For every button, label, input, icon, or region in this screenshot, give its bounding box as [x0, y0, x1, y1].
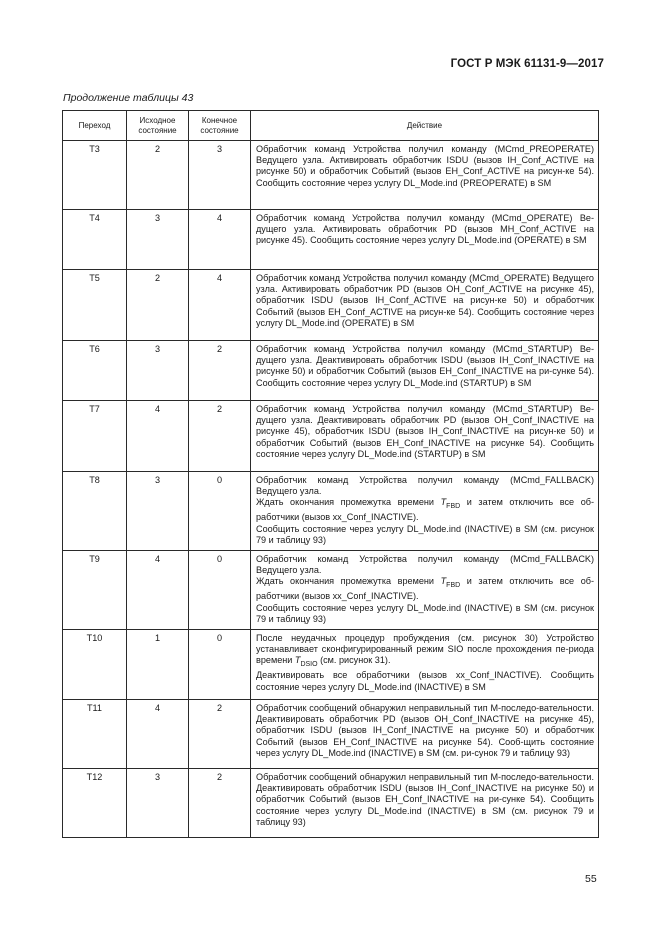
target-state-cell: 2	[189, 341, 251, 401]
column-header-action: Действие	[251, 111, 599, 141]
source-state-cell: 2	[127, 270, 189, 341]
action-text: После неудачных процедур пробуждения (см. рисунок 30) Устройство устанавливает сконфигурированный режим SIO после прохождения пе-риода времени $T_{DSIO}$ (см. рисунок 31).	[256, 633, 594, 669]
table-row	[63, 401, 599, 472]
target-state-cell: 4	[189, 210, 251, 270]
transition-id-cell: T3	[63, 141, 127, 210]
page-header: ГОСТ Р МЭК 61131-9—2017	[450, 58, 604, 70]
source-state-cell: 3	[127, 769, 189, 838]
source-state-cell: 2	[127, 141, 189, 210]
target-state-cell: 4	[189, 270, 251, 341]
column-header-transition: Переход	[63, 111, 127, 141]
table-row	[63, 341, 599, 401]
column-header-target-state: Конечное состояние	[189, 111, 251, 141]
table-row	[63, 630, 599, 700]
source-state-cell: 4	[127, 401, 189, 472]
action-cell	[251, 472, 599, 551]
action-cell	[251, 551, 599, 630]
action-text: Обработчик сообщений обнаружил неправильный тип М-последо-вательности. Деактивировать обработчик ISDU (вызов IH_Conf_INACTIVE на рисунке 50) и обработчик Событий (вызов EH_Conf_INACTIVE на ри-сунке 54). Сообщить состояние через услугу DL_Mode.ind (INACTIVE) в SM (см. рисунок 79 и таблицу 93)	[256, 772, 594, 827]
page-number: 55	[585, 873, 597, 885]
transition-id-cell: T12	[63, 769, 127, 838]
action-text: Ждать окончания промежутка времени $T_{FBD}$ и затем отключить все об-работчики (вызов xx_Conf_INACTIVE).	[256, 497, 594, 523]
action-text: Сообщить состояние через услугу DL_Mode.ind (INACTIVE) в SM (см. рисунок 79 и таблицу 93)	[256, 602, 594, 624]
action-text: Обработчик команд Устройства получил команду (MCmd_OPERATE) Ведущего узла. Активировать обработчик PD (вызов OH_Conf_ACTIVE на рисунке 45), обработчик ISDU (вызов IH_Conf_ACTIVE на рисун-ке 50) и обработчик Событий (вызов EH_Conf_ACTIVE на рисун-ке 54). Сообщить состояние через услугу DL_Mode.ind (OPERATE) в SM	[256, 273, 594, 328]
action-text: Ждать окончания промежутка времени $T_{FBD}$ и затем отключить все об-работчики (вызов xx_Conf_INACTIVE).	[256, 576, 594, 602]
action-cell	[251, 210, 599, 270]
action-cell	[251, 769, 599, 838]
action-cell	[251, 141, 599, 210]
action-text: Обработчик команд Устройства получил команду (MCmd_FALLBACK) Ведущего узла.	[256, 475, 594, 497]
action-text: Обработчик команд Устройства получил команду (MCmd_STARTUP) Ве-дущего узла. Деактивировать обработчик ISDU (вызов IH_Conf_INACTIVE на рисунке 50) и обработчик Событий (вызов EH_Conf_INACTIVE на ри-сунке 54). Сообщить состояние через услугу DL_Mode.ind (STARTUP) в SM	[256, 344, 594, 388]
action-cell	[251, 630, 599, 700]
action-text: Деактивировать все обработчики (вызов xx_Conf_INACTIVE). Сообщить состояние через услугу DL_Mode.ind (INACTIVE) в SM	[256, 670, 594, 692]
table-caption: Продолжение таблицы 43	[63, 92, 194, 104]
action-text: Обработчик команд Устройства получил команду (MCmd_STARTUP) Ве-дущего узла. Деактивировать обработчик PD (вызов OH_Conf_INACTIVE на рисунке 45), обработчик ISDU (вызов IH_Conf_INACTIVE на рисун-ке 50) и обработчик Событий (вызов EH_Conf_INACTIVE на рисунке 54). Сообщить состояние через услугу DL_Mode.ind (STARTUP) в SM	[256, 404, 594, 459]
state-transition-table	[62, 110, 599, 838]
action-cell	[251, 270, 599, 341]
target-state-cell: 0	[189, 551, 251, 630]
source-state-cell: 3	[127, 472, 189, 551]
action-text: Обработчик сообщений обнаружил неправильный тип М-последо-вательности. Деактивировать обработчик PD (вызов OH_Conf_INACTIVE на рисунке 45), обработчик ISDU (вызов IH_Conf_INACTIVE на рисунке 50) и обработчик Событий (вызов EH_Conf_INACTIVE на рисунке 54). Сооб-щить состояние через услугу DL_Mode.ind (INACTIVE) в SM (см. ри-сунок 79 и таблицу 93)	[256, 703, 594, 758]
transition-id-cell: T5	[63, 270, 127, 341]
column-header-source-state: Исходное состояние	[127, 111, 189, 141]
transition-id-cell: T6	[63, 341, 127, 401]
transition-id-cell: T7	[63, 401, 127, 472]
transition-id-cell: T11	[63, 700, 127, 769]
table-row	[63, 551, 599, 630]
table-row	[63, 270, 599, 341]
source-state-cell: 4	[127, 551, 189, 630]
target-state-cell: 2	[189, 700, 251, 769]
action-text: Обработчик команд Устройства получил команду (MCmd_OPERATE) Ве-дущего узла. Активировать обработчик PD (вызов MH_Conf_ACTIVE на рисунке 45). Сообщить состояние через услугу DL_Mode.ind (OPERATE) в SM	[256, 213, 594, 246]
table-row	[63, 700, 599, 769]
table-row	[63, 769, 599, 838]
target-state-cell: 2	[189, 769, 251, 838]
source-state-cell: 1	[127, 630, 189, 700]
action-text: Сообщить состояние через услугу DL_Mode.ind (INACTIVE) в SM (см. рисунок 79 и таблицу 93)	[256, 523, 594, 545]
target-state-cell: 2	[189, 401, 251, 472]
target-state-cell: 3	[189, 141, 251, 210]
target-state-cell: 0	[189, 472, 251, 551]
transition-id-cell: T9	[63, 551, 127, 630]
table-row	[63, 210, 599, 270]
table-header-row	[63, 111, 599, 141]
transition-id-cell: T4	[63, 210, 127, 270]
source-state-cell: 4	[127, 700, 189, 769]
action-cell	[251, 401, 599, 472]
target-state-cell: 0	[189, 630, 251, 700]
table-body	[63, 141, 599, 838]
action-text: Обработчик команд Устройства получил команду (MCmd_FALLBACK) Ведущего узла.	[256, 554, 594, 576]
source-state-cell: 3	[127, 341, 189, 401]
action-cell	[251, 341, 599, 401]
table-row	[63, 141, 599, 210]
action-cell	[251, 700, 599, 769]
transition-id-cell: T8	[63, 472, 127, 551]
source-state-cell: 3	[127, 210, 189, 270]
action-text: Обработчик команд Устройства получил команду (MCmd_PREOPERATE) Ведущего узла. Активировать обработчик ISDU (вызов IH_Conf_ACTIVE на рисунке 50) и обработчик Событий (вызов EH_Conf_ACTIVE на рисун-ке 54). Сообщить состояние через услугу DL_Mode.ind (PREOPERATE) в SM	[256, 144, 594, 188]
table-row	[63, 472, 599, 551]
transition-id-cell: T10	[63, 630, 127, 700]
